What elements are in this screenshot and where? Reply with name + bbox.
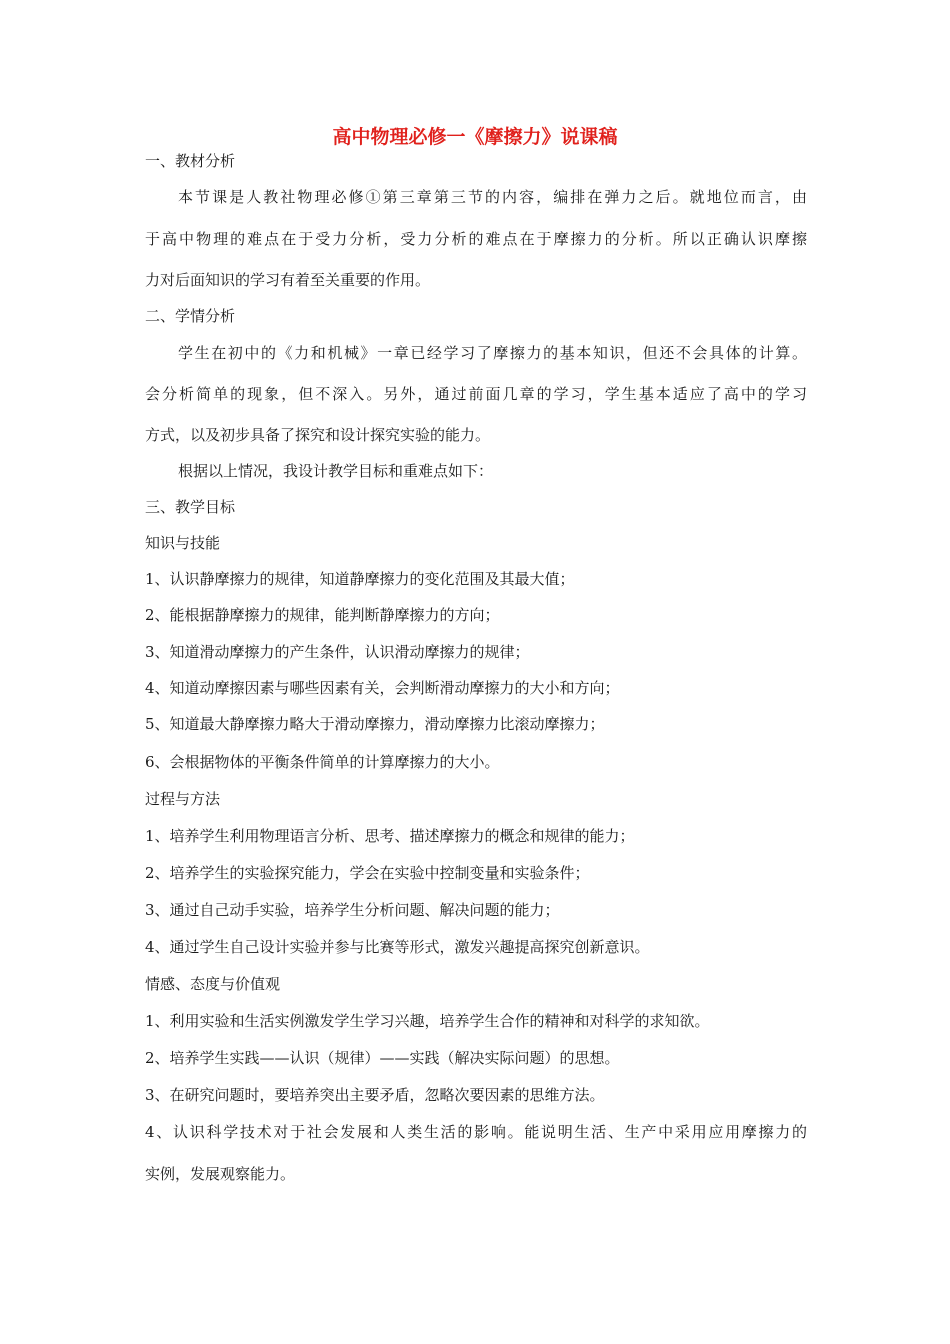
list-item: 1、利用实验和生活实例激发学生学习兴趣，培养学生合作的精神和对科学的求知欲。 (145, 1012, 710, 1030)
list-item: 3、通过自己动手实验，培养学生分析问题、解决问题的能力； (145, 901, 560, 919)
list-item: 3、在研究问题时，要培养突出主要矛盾，忽略次要因素的思维方法。 (145, 1086, 605, 1104)
list-item: 3、知道滑动摩擦力的产生条件，认识滑动摩擦力的规律； (145, 643, 530, 661)
list-item-continuation: 实例，发展观察能力。 (145, 1165, 296, 1183)
list-item: 4、通过学生自己设计实验并参与比赛等形式，激发兴趣提高探究创新意识。 (145, 938, 650, 956)
paragraph-line: 根据以上情况，我设计教学目标和重难点如下： (178, 462, 494, 480)
subheading-knowledge-skills: 知识与技能 (145, 534, 221, 552)
list-item: 2、能根据静摩擦力的规律，能判断静摩擦力的方向； (145, 606, 500, 624)
section-heading-student-analysis: 二、学情分析 (145, 307, 236, 325)
subheading-emotion-attitude-values: 情感、态度与价值观 (145, 975, 281, 993)
list-item: 2、培养学生实践——认识（规律）——实践（解决实际问题）的思想。 (145, 1049, 620, 1067)
section-heading-teaching-goals: 三、教学目标 (145, 498, 236, 516)
paragraph-line: 于高中物理的难点在于受力分析，受力分析的难点在于摩擦力的分析。所以正确认识摩擦 (145, 230, 807, 248)
document-title: 高中物理必修一《摩擦力》说课稿 (332, 126, 618, 148)
paragraph-line: 方式，以及初步具备了探究和设计探究实验的能力。 (145, 426, 491, 444)
list-item: 2、培养学生的实验探究能力，学会在实验中控制变量和实验条件； (145, 864, 590, 882)
list-item: 5、知道最大静摩擦力略大于滑动摩擦力，滑动摩擦力比滚动摩擦力； (145, 715, 605, 733)
paragraph-line: 学生在初中的《力和机械》一章已经学习了摩擦力的基本知识，但还不会具体的计算。 (178, 344, 807, 362)
subheading-process-methods: 过程与方法 (145, 790, 221, 808)
list-item: 6、会根据物体的平衡条件简单的计算摩擦力的大小。 (145, 753, 500, 771)
list-item: 1、认识静摩擦力的规律，知道静摩擦力的变化范围及其最大值； (145, 570, 575, 588)
section-heading-textbook-analysis: 一、教材分析 (145, 152, 236, 170)
list-item: 4、认识科学技术对于社会发展和人类生活的影响。能说明生活、生产中采用应用摩擦力的 (145, 1123, 807, 1141)
paragraph-line: 本节课是人教社物理必修①第三章第三节的内容，编排在弹力之后。就地位而言，由 (178, 188, 807, 206)
paragraph-line: 力对后面知识的学习有着至关重要的作用。 (145, 271, 431, 289)
paragraph-line: 会分析简单的现象，但不深入。另外，通过前面几章的学习，学生基本适应了高中的学习 (145, 385, 807, 403)
list-item: 4、知道动摩擦因素与哪些因素有关，会判断滑动摩擦力的大小和方向； (145, 679, 620, 697)
list-item: 1、培养学生利用物理语言分析、思考、描述摩擦力的概念和规律的能力； (145, 827, 635, 845)
